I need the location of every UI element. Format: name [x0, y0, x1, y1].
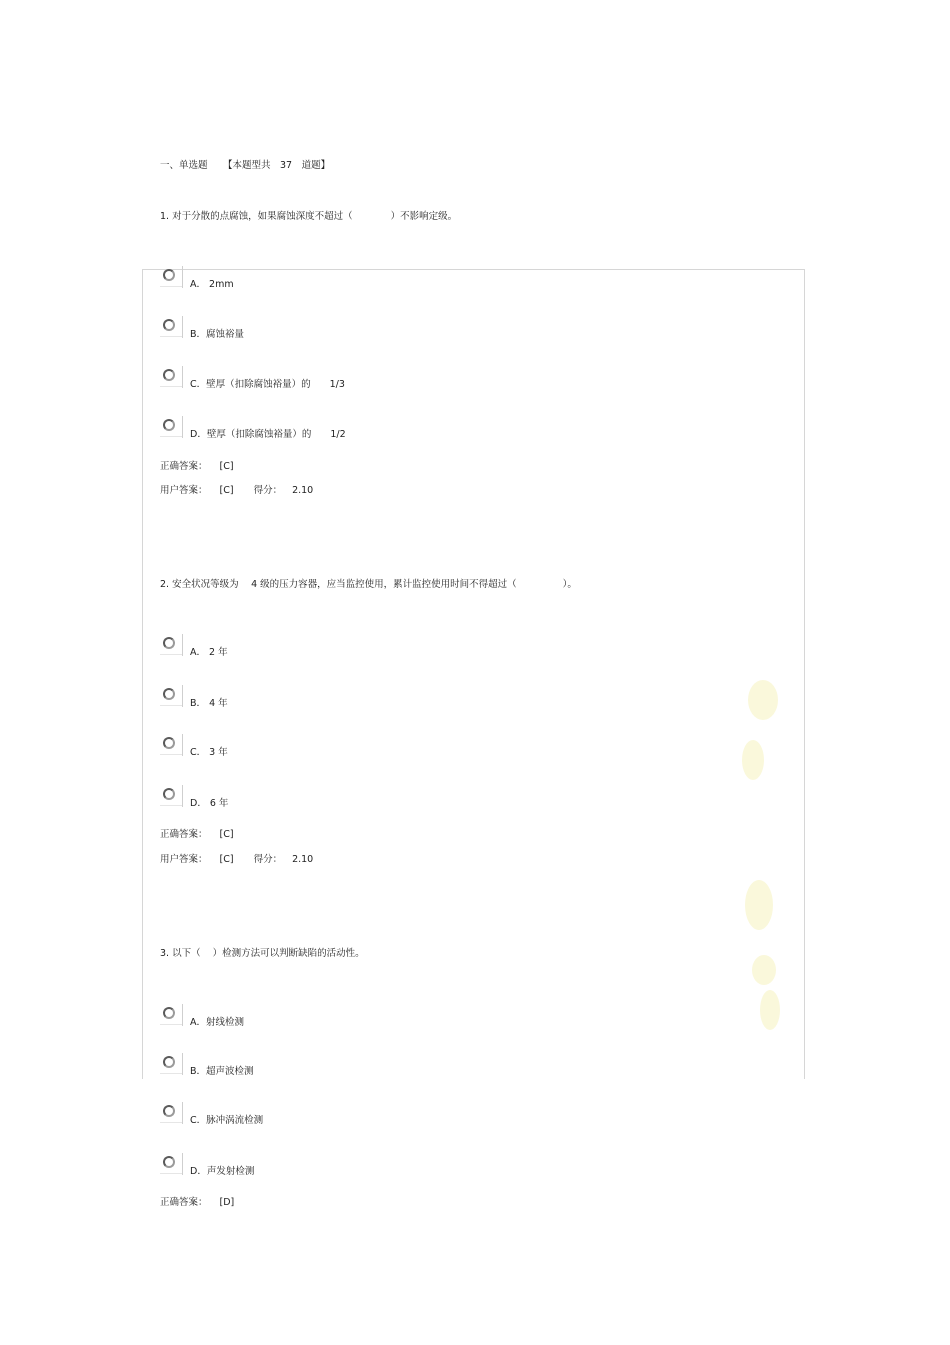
option-label-3a: A．射线检测: [190, 1017, 245, 1028]
option-radio-2a[interactable]: [160, 634, 184, 656]
option-radio-2d[interactable]: [160, 785, 184, 807]
question-2-stem: [160, 576, 577, 590]
question-1-stem: [160, 208, 457, 222]
correct-answer-2: 正确答案： [C]: [160, 829, 234, 840]
user-answer-1: 用户答案： [C] 得分： 2.10: [160, 485, 314, 496]
option-label-2d: D． 6 年: [190, 798, 229, 809]
radio-icon: [163, 1007, 175, 1019]
option-label-2c: C． 3 年: [190, 747, 228, 758]
radio-icon: [163, 369, 175, 381]
option-radio-2b[interactable]: [160, 685, 184, 707]
option-label-2b: B． 4 年: [190, 698, 228, 709]
option-label-3b: B．超声波检测: [190, 1066, 254, 1077]
option-label-1c: C．壁厚（扣除腐蚀裕量）的 1/3: [190, 379, 345, 390]
option-radio-1b[interactable]: [160, 316, 184, 338]
section-title: 一、单选题: [160, 160, 208, 171]
option-radio-1a[interactable]: [160, 266, 184, 288]
option-label-2a: A． 2 年: [190, 647, 228, 658]
option-radio-3c[interactable]: [160, 1102, 184, 1124]
option-label-1a: A． 2mm: [190, 279, 234, 290]
option-label-1b: B．腐蚀裕量: [190, 329, 245, 340]
question-stem-end: ）检测方法可以判断缺陷的活动性。: [212, 948, 365, 959]
option-label-3c: C．脉冲涡流检测: [190, 1115, 264, 1126]
option-radio-2c[interactable]: [160, 734, 184, 756]
question-stem-end: ）。: [562, 579, 577, 590]
radio-icon: [163, 1156, 175, 1168]
option-radio-3a[interactable]: [160, 1004, 184, 1026]
question-stem-start: 1. 对于分散的点腐蚀，如果腐蚀深度不超过（: [160, 211, 353, 222]
option-radio-1c[interactable]: [160, 366, 184, 388]
section-count: 【本题型共 37 道题】: [223, 160, 331, 171]
radio-icon: [163, 419, 175, 431]
radio-icon: [163, 269, 175, 281]
radio-icon: [163, 637, 175, 649]
radio-icon: [163, 1105, 175, 1117]
user-answer-2: 用户答案： [C] 得分： 2.10: [160, 854, 314, 865]
option-radio-3b[interactable]: [160, 1053, 184, 1075]
radio-icon: [163, 788, 175, 800]
option-label-1d: D．壁厚（扣除腐蚀裕量）的 1/2: [190, 429, 346, 440]
question-stem-end: ）不影响定级。: [390, 211, 458, 222]
radio-icon: [163, 1056, 175, 1068]
radio-icon: [163, 319, 175, 331]
question-3-stem: [160, 945, 365, 959]
correct-answer-1: 正确答案： [C]: [160, 461, 234, 472]
question-stem-start: 3. 以下（: [160, 948, 201, 959]
radio-icon: [163, 688, 175, 700]
option-label-3d: D．声发射检测: [190, 1166, 255, 1177]
option-radio-3d[interactable]: [160, 1153, 184, 1175]
option-radio-1d[interactable]: [160, 416, 184, 438]
radio-icon: [163, 737, 175, 749]
correct-answer-3: 正确答案： [D]: [160, 1197, 235, 1208]
question-stem-start: 2. 安全状况等级为 4 级的压力容器，应当监控使用，累计监控使用时间不得超过（: [160, 579, 517, 590]
